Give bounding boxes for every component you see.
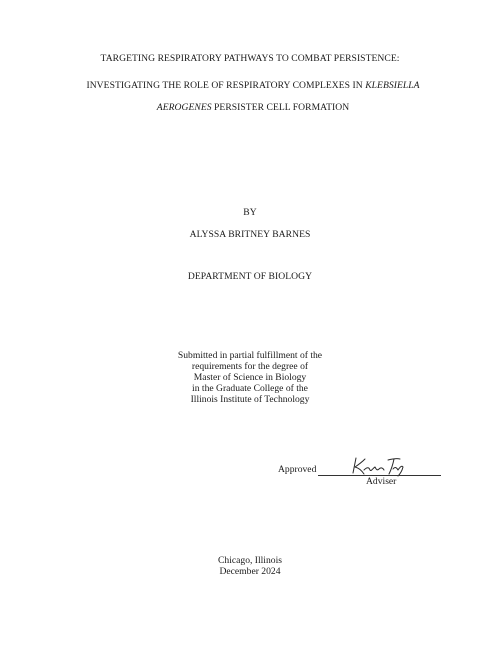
- title-line-3-text: PERSISTER CELL FORMATION: [211, 102, 350, 113]
- place-and-date: [0, 555, 500, 577]
- department-name: DEPARTMENT OF BIOLOGY: [187, 271, 313, 282]
- by-label: BY: [243, 207, 257, 218]
- title-line-2: [3, 80, 500, 92]
- city-label: Chicago, Illinois: [218, 555, 282, 566]
- submission-line: Submitted in partial fulfillment of the: [177, 350, 323, 361]
- approved-label: Approved: [278, 464, 317, 475]
- submission-statement: [0, 350, 500, 405]
- date-label: December 2024: [219, 566, 281, 577]
- title-line-2-italic: KLEBSIELLA: [365, 80, 420, 91]
- author-name: ALYSSA BRITNEY BARNES: [189, 229, 311, 240]
- adviser-signature: [350, 455, 408, 477]
- submission-line: requirements for the degree of: [191, 361, 309, 372]
- approval-block: [278, 455, 448, 495]
- submission-line: Illinois Institute of Technology: [190, 394, 310, 405]
- title-line-3: [3, 102, 500, 114]
- adviser-label: Adviser: [366, 476, 397, 487]
- submission-line: Master of Science in Biology: [193, 372, 307, 383]
- title-line-3-italic: AEROGENES: [156, 102, 212, 113]
- submission-line: in the Graduate College of the: [192, 383, 308, 394]
- title-line-2-text: INVESTIGATING THE ROLE OF RESPIRATORY COMPLEXES IN: [86, 80, 366, 91]
- title-line-1: TARGETING RESPIRATORY PATHWAYS TO COMBAT PERSISTENCE:: [100, 53, 400, 64]
